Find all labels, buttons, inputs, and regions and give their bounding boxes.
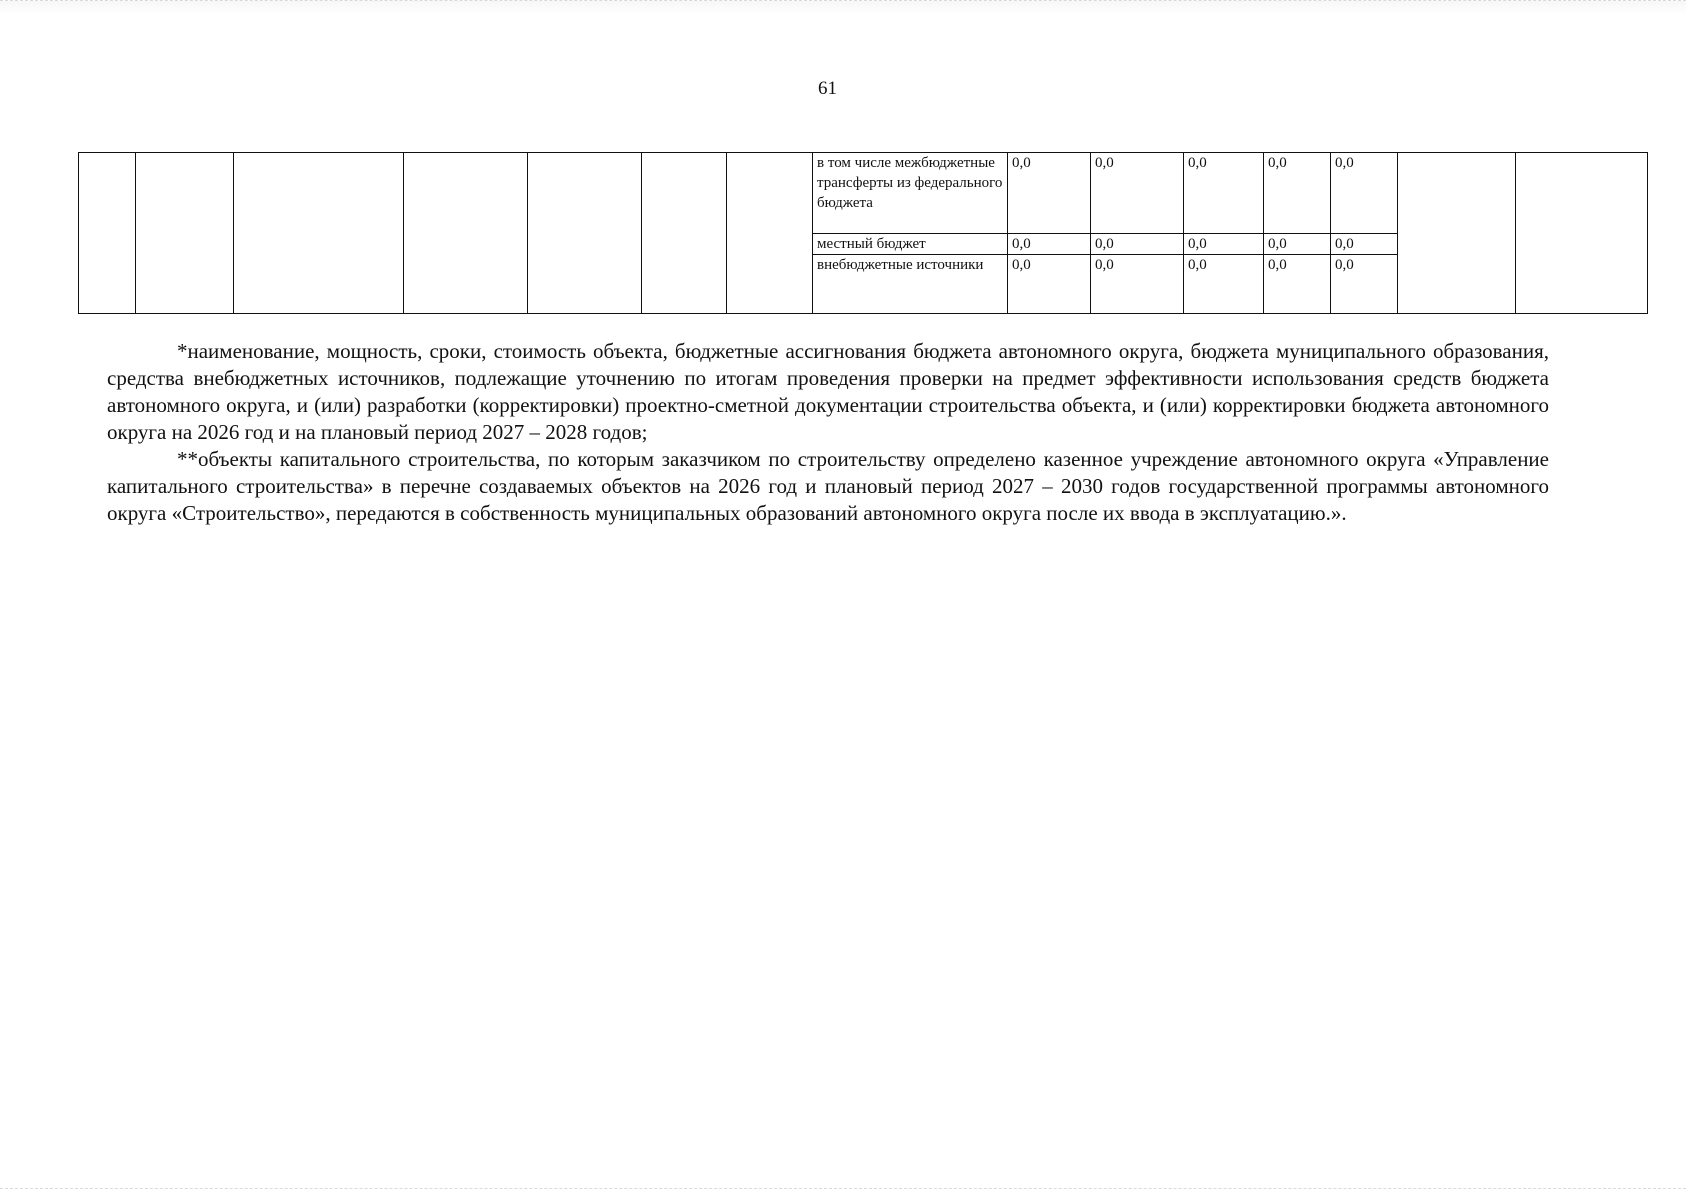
- value-cell: 0,0: [1184, 153, 1264, 234]
- budget-table: [78, 152, 1648, 314]
- empty-cell: [136, 153, 234, 314]
- empty-cell: [528, 153, 642, 314]
- value-cell: 0,0: [1008, 153, 1091, 234]
- funding-source-label: внебюджетные источники: [813, 255, 1008, 314]
- page-number: 61: [818, 78, 837, 99]
- empty-cell: [1398, 153, 1516, 314]
- value-cell: 0,0: [1264, 234, 1331, 255]
- value-cell: 0,0: [1008, 234, 1091, 255]
- funding-source-label: местный бюджет: [813, 234, 1008, 255]
- value-cell: 0,0: [1331, 234, 1398, 255]
- empty-cell: [404, 153, 528, 314]
- empty-cell: [727, 153, 813, 314]
- value-cell: 0,0: [1184, 255, 1264, 314]
- empty-cell: [234, 153, 404, 314]
- value-cell: 0,0: [1091, 153, 1184, 234]
- footnote-single-asterisk: *наименование, мощность, сроки, стоимость объекта, бюджетные ассигнования бюджета автономного округа, бюджета муниципального образования, средства внебюджетных источников, подлежащие уточнению по итогам проведения проверки на предмет эффективности использования средств бюджета автономного округа, и (или) разработки (корректировки) проектно-сметной документации строительства объекта, и (или) корректировки бюджета автономного округа на 2026 год и на плановый период 2027 – 2028 годов;: [107, 339, 1549, 444]
- value-cell: 0,0: [1264, 153, 1331, 234]
- value-cell: 0,0: [1331, 255, 1398, 314]
- footnotes: [107, 338, 1549, 527]
- empty-cell: [642, 153, 727, 314]
- value-cell: 0,0: [1264, 255, 1331, 314]
- empty-cell: [79, 153, 136, 314]
- funding-source-label: в том числе межбюджетные трансферты из федерального бюджета: [813, 153, 1008, 234]
- value-cell: 0,0: [1091, 234, 1184, 255]
- value-cell: 0,0: [1331, 153, 1398, 234]
- value-cell: 0,0: [1184, 234, 1264, 255]
- empty-cell: [1516, 153, 1648, 314]
- scan-top-edge: [0, 0, 1686, 15]
- table-row: [79, 153, 1648, 234]
- value-cell: 0,0: [1008, 255, 1091, 314]
- footnote-double-asterisk: **объекты капитального строительства, по которым заказчиком по строительству определено казенное учреждение автономного округа «Управление капитального строительства» в перечне создаваемых объектов на 2026 год и плановый период 2027 – 2030 годов государственной программы автономного округа «Строительство», передаются в собственность муниципальных образований автономного округа после их ввода в эксплуатацию.».: [107, 447, 1549, 525]
- value-cell: 0,0: [1091, 255, 1184, 314]
- scan-bottom-edge: [0, 1188, 1686, 1199]
